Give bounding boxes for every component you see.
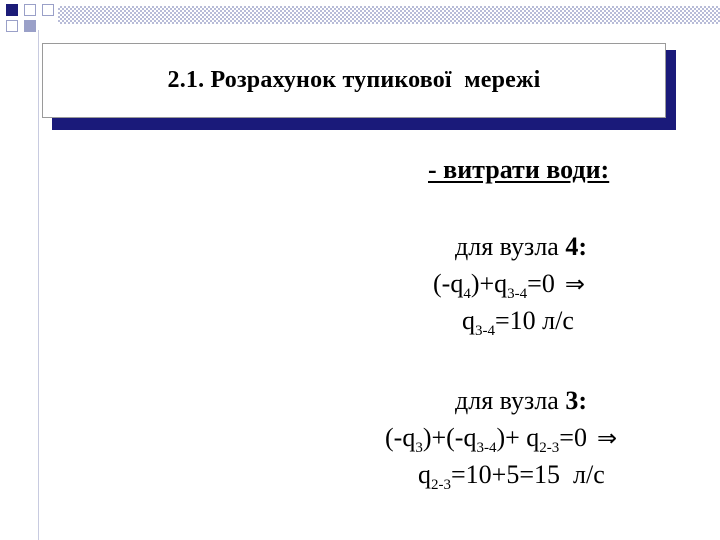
subheading: - витрати води: [428, 155, 610, 184]
implies-arrow-icon: ⇒ [596, 424, 618, 452]
node4-balance-equation: $(-q_4)+q_{3-4}=0$ ⇒ [433, 269, 585, 302]
node4-number: 4: [565, 232, 588, 261]
corner-square-outline [6, 20, 18, 32]
node4-result: $q_{3-4}=10$ л/с [462, 306, 574, 339]
node4-heading [455, 232, 587, 262]
node3-number: 3: [565, 386, 588, 415]
corner-square-light [24, 20, 36, 32]
left-rule [38, 30, 39, 540]
node3-heading [455, 386, 587, 416]
node3-balance-equation: $(-q_3)+(-q_{3-4})+ q_{2-3}=0$ ⇒ [385, 423, 618, 456]
corner-square-outline [24, 4, 36, 16]
top-pattern-band [58, 6, 720, 24]
corner-square-dark [6, 4, 18, 16]
node4-label: для вузла [455, 232, 559, 261]
implies-arrow-icon: ⇒ [564, 270, 585, 298]
node3-label: для вузла [455, 386, 559, 415]
slide-title: 2.1. Розрахунок тупикової мережі [167, 67, 541, 93]
title-box [42, 43, 666, 118]
node3-result: $q_{2-3}=10+5=15$ л/с [418, 460, 605, 493]
corner-square-outline [42, 4, 54, 16]
